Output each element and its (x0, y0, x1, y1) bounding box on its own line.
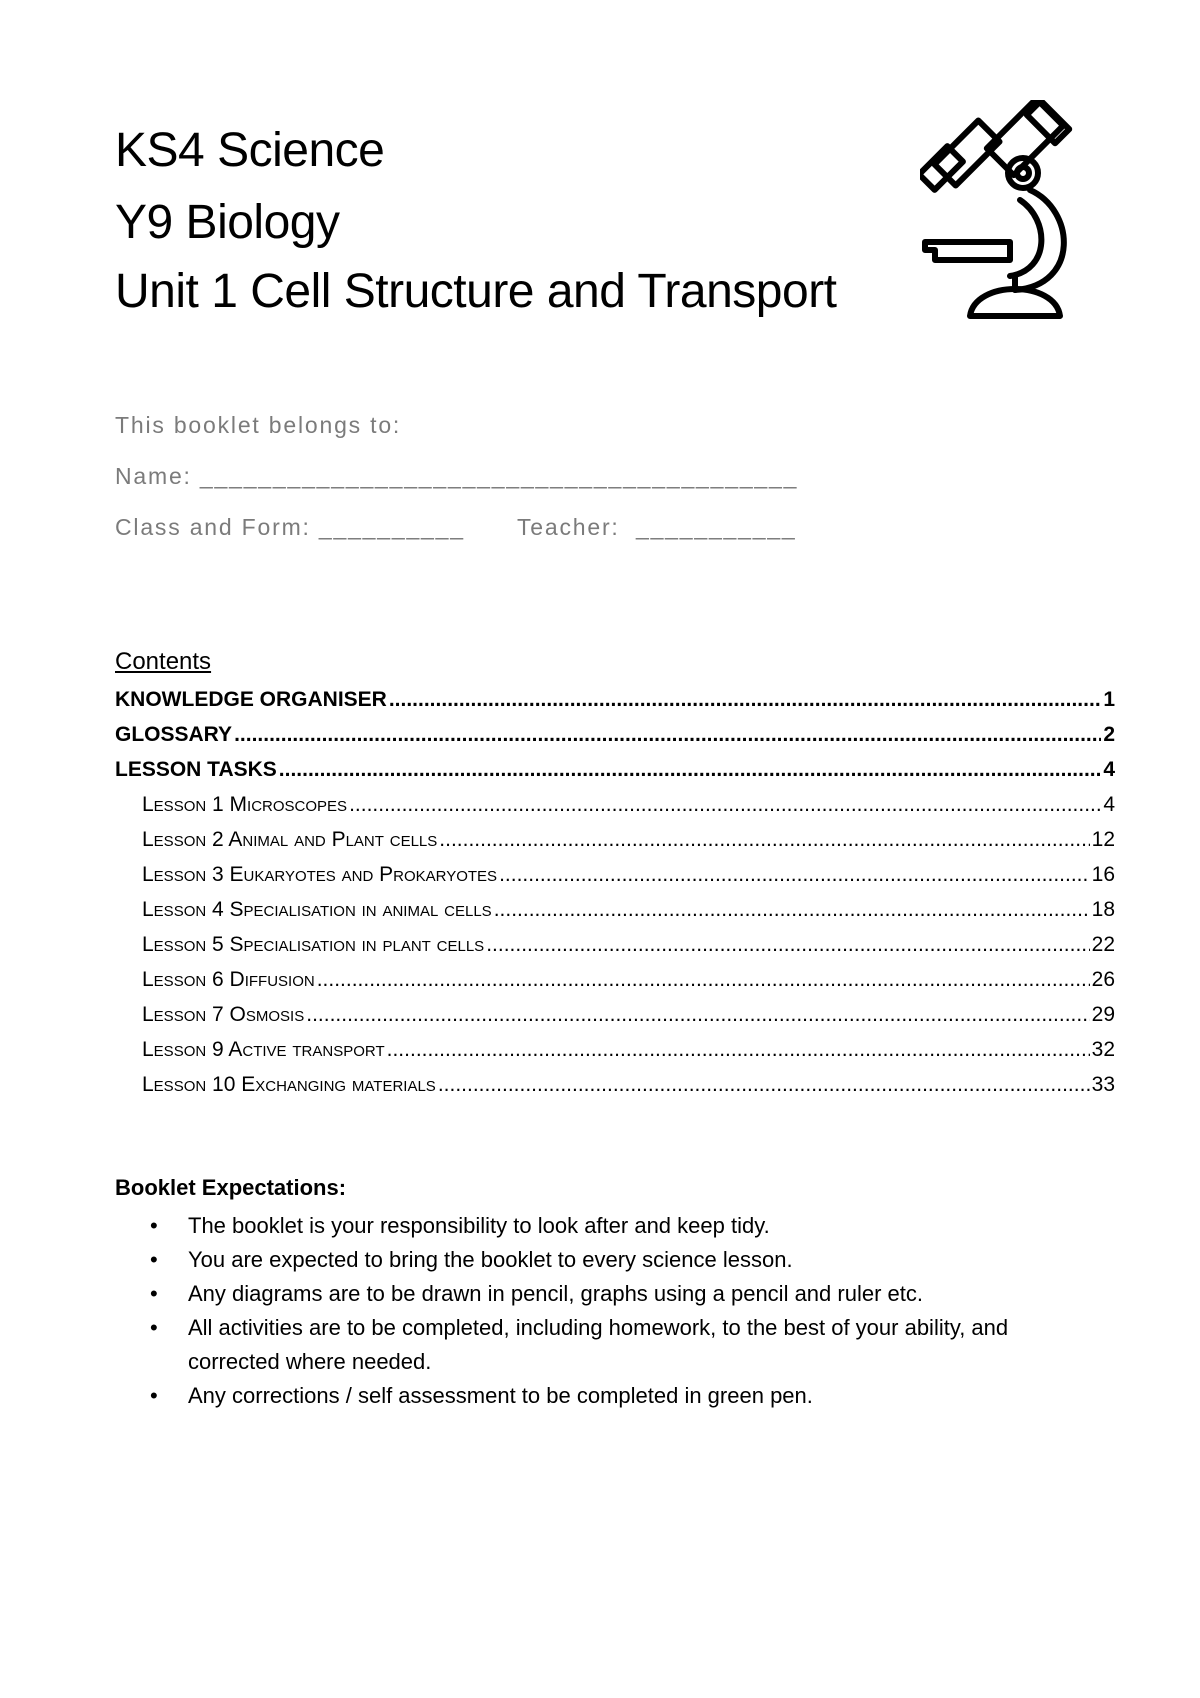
bullet-icon: • (150, 1281, 158, 1306)
toc-leader (389, 688, 1101, 712)
title-subject: Y9 Biology (115, 196, 340, 249)
title-unit: Unit 1 Cell Structure and Transport (115, 265, 837, 318)
teacher-field[interactable]: Teacher: ___________ (517, 514, 797, 540)
toc-entry-label: LESSON TASKS (115, 758, 277, 781)
toc-leader (387, 1038, 1090, 1062)
list-item (115, 1209, 1075, 1243)
toc-leader (494, 898, 1090, 922)
toc-entry-lesson-9[interactable] (115, 1038, 1115, 1073)
toc-entry-page: 29 (1091, 1003, 1115, 1026)
bullet-icon: • (150, 1247, 158, 1272)
toc-leader (439, 828, 1089, 852)
toc-leader (317, 968, 1090, 992)
toc-leader (279, 758, 1102, 782)
toc-entry-lesson-1[interactable] (115, 793, 1115, 828)
bullet-icon: • (150, 1315, 158, 1340)
expectations-list (115, 1209, 1075, 1413)
toc-entry-label: Lesson 9 Active transport (142, 1038, 385, 1061)
list-item (115, 1311, 1075, 1379)
toc-entry-label: GLOSSARY (115, 723, 233, 746)
list-item-text: Any corrections / self assessment to be completed in green pen. (188, 1383, 813, 1408)
toc-entry-lesson-4[interactable] (115, 898, 1115, 933)
list-item-text: All activities are to be completed, including homework, to the best of your ability, and corrected where needed. (188, 1315, 1009, 1374)
toc-entry-page: 33 (1091, 1073, 1115, 1096)
list-item (115, 1379, 1075, 1413)
toc-entry-label: KNOWLEDGE ORGANISER (115, 688, 387, 711)
toc-entry-page: 16 (1091, 863, 1115, 886)
toc-entry-label: Lesson 3 Eukaryotes and Prokaryotes (142, 863, 498, 886)
toc-entry-label: Lesson 1 Microscopes (142, 793, 348, 816)
title-course: KS4 Science (115, 124, 385, 177)
toc-entry-label: Lesson 2 Animal and Plant cells (142, 828, 438, 851)
toc-entry-page: 18 (1091, 898, 1115, 921)
toc-entry-glossary[interactable] (115, 723, 1115, 758)
toc-leader (234, 723, 1101, 747)
toc-entry-page: 2 (1103, 723, 1115, 746)
toc-entry-lesson-2[interactable] (115, 828, 1115, 863)
toc-leader (438, 1073, 1090, 1097)
expectations-heading: Booklet Expectations: (115, 1175, 347, 1200)
contents-heading: Contents (115, 648, 212, 675)
toc-leader (349, 793, 1101, 817)
toc-leader (486, 933, 1089, 957)
list-item-text: The booklet is your responsibility to look after and keep tidy. (188, 1213, 770, 1238)
toc-entry-page: 22 (1091, 933, 1115, 956)
toc-entry-label: Lesson 7 Osmosis (142, 1003, 305, 1026)
toc-leader (306, 1003, 1089, 1027)
ownership-label: This booklet belongs to: (115, 412, 402, 438)
toc-entry-page: 26 (1091, 968, 1115, 991)
toc-entry-lesson-7[interactable] (115, 1003, 1115, 1038)
list-item (115, 1243, 1075, 1277)
toc-entry-label: Lesson 5 Specialisation in plant cells (142, 933, 485, 956)
bullet-icon: • (150, 1383, 158, 1408)
list-item-text: Any diagrams are to be drawn in pencil, graphs using a pencil and ruler etc. (188, 1281, 923, 1306)
toc-entry-label: Lesson 6 Diffusion (142, 968, 315, 991)
microscope-icon (920, 100, 1085, 325)
toc-entry-lesson-10[interactable] (115, 1073, 1115, 1108)
list-item (115, 1277, 1075, 1311)
table-of-contents (115, 688, 1115, 1108)
toc-entry-lesson-5[interactable] (115, 933, 1115, 968)
toc-entry-label: Lesson 4 Specialisation in animal cells (142, 898, 492, 921)
class-form-field[interactable]: Class and Form: __________ (115, 514, 465, 540)
toc-entry-page: 12 (1091, 828, 1115, 851)
bullet-icon: • (150, 1213, 158, 1238)
toc-entry-page: 1 (1103, 688, 1115, 711)
toc-entry-lesson-3[interactable] (115, 863, 1115, 898)
toc-entry-knowledge-organiser[interactable] (115, 688, 1115, 723)
toc-entry-lesson-6[interactable] (115, 968, 1115, 1003)
toc-entry-page: 4 (1103, 758, 1115, 781)
toc-entry-lesson-tasks[interactable] (115, 758, 1115, 793)
list-item-text: You are expected to bring the booklet to every science lesson. (188, 1247, 793, 1272)
toc-entry-page: 4 (1103, 793, 1115, 816)
toc-entry-label: Lesson 10 Exchanging materials (142, 1073, 436, 1096)
name-field[interactable]: Name: _________________________________________ (115, 463, 799, 489)
toc-leader (499, 863, 1090, 887)
toc-entry-page: 32 (1091, 1038, 1115, 1061)
